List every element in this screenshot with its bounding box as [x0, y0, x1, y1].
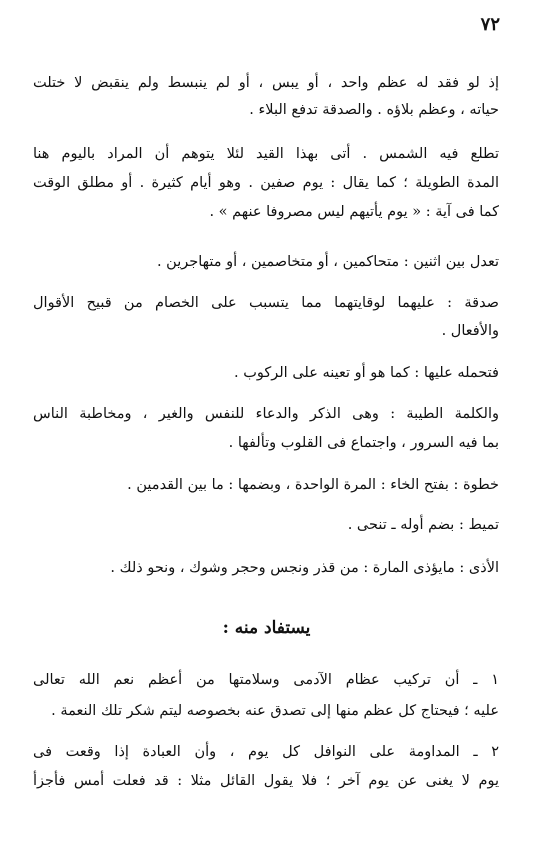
- text-line: تعدل بين اثنين : متحاكمين ، أو متخاصمين ، أو متهاجرين .: [156, 254, 499, 270]
- text-line: تطلع فيه الشمس . أتى بهذا القيد لئلا يتوهم أن المراد باليوم هنا: [33, 146, 499, 162]
- text-line: بما فيه السرور ، واجتماع فى القلوب وتألفها .: [228, 435, 499, 451]
- text-line: إذ لو فقد له عظم واحد ، أو يبس ، أو لم ينبسط ولم ينقبض لا ختلت: [33, 75, 499, 91]
- text-line: تميط : بضم أوله ـ تنحى .: [347, 517, 499, 533]
- text-line: الأذى : مايؤذى المارة : من قذر ونجس وحجر وشوك ، ونحو ذلك .: [110, 560, 499, 576]
- text-line: المدة الطويلة ؛ كما يقال : يوم صفين . وهو أيام كثيرة . أو مطلق الوقت: [33, 175, 499, 191]
- text-line: صدقة : عليهما لوقايتهما مما يتسبب على الخصام من قبيح الأقوال: [33, 295, 499, 311]
- text-line: خطوة : بفتح الخاء : المرة الواحدة ، وبضمها : ما بين القدمين .: [127, 477, 499, 493]
- text-line: فتحمله عليها : كما هو أو تعينه على الركوب .: [234, 365, 499, 381]
- page-number: ٧٢: [480, 14, 500, 35]
- list-item: يوم لا يغنى عن يوم آخر ؛ فلا يقول القائل مثلا : قد فعلت أمس فأجزأ: [33, 773, 499, 789]
- list-item: ١ ـ أن تركيب عظام الآدمى وسلامتها من أعظم نعم الله تعالى: [33, 672, 499, 688]
- section-heading: يستفاد منه :: [222, 618, 311, 638]
- list-item: ٢ ـ المداومة على النوافل كل يوم ، وأن العبادة إذا وقعت فى: [33, 744, 499, 760]
- text-line: كما فى آية : « يوم يأتيهم ليس مصروفا عنهم » .: [209, 204, 499, 220]
- list-item: عليه ؛ فيحتاج كل عظم منها إلى تصدق عنه بخصوصه ليتم شكر تلك النعمة .: [51, 703, 499, 719]
- text-line: والأفعال .: [441, 323, 499, 339]
- text-line: حياته ، وعظم بلاؤه . والصدقة تدفع البلاء .: [249, 102, 499, 118]
- text-line: والكلمة الطيبة : وهى الذكر والدعاء للنفس والغير ، ومخاطبة الناس: [33, 406, 499, 422]
